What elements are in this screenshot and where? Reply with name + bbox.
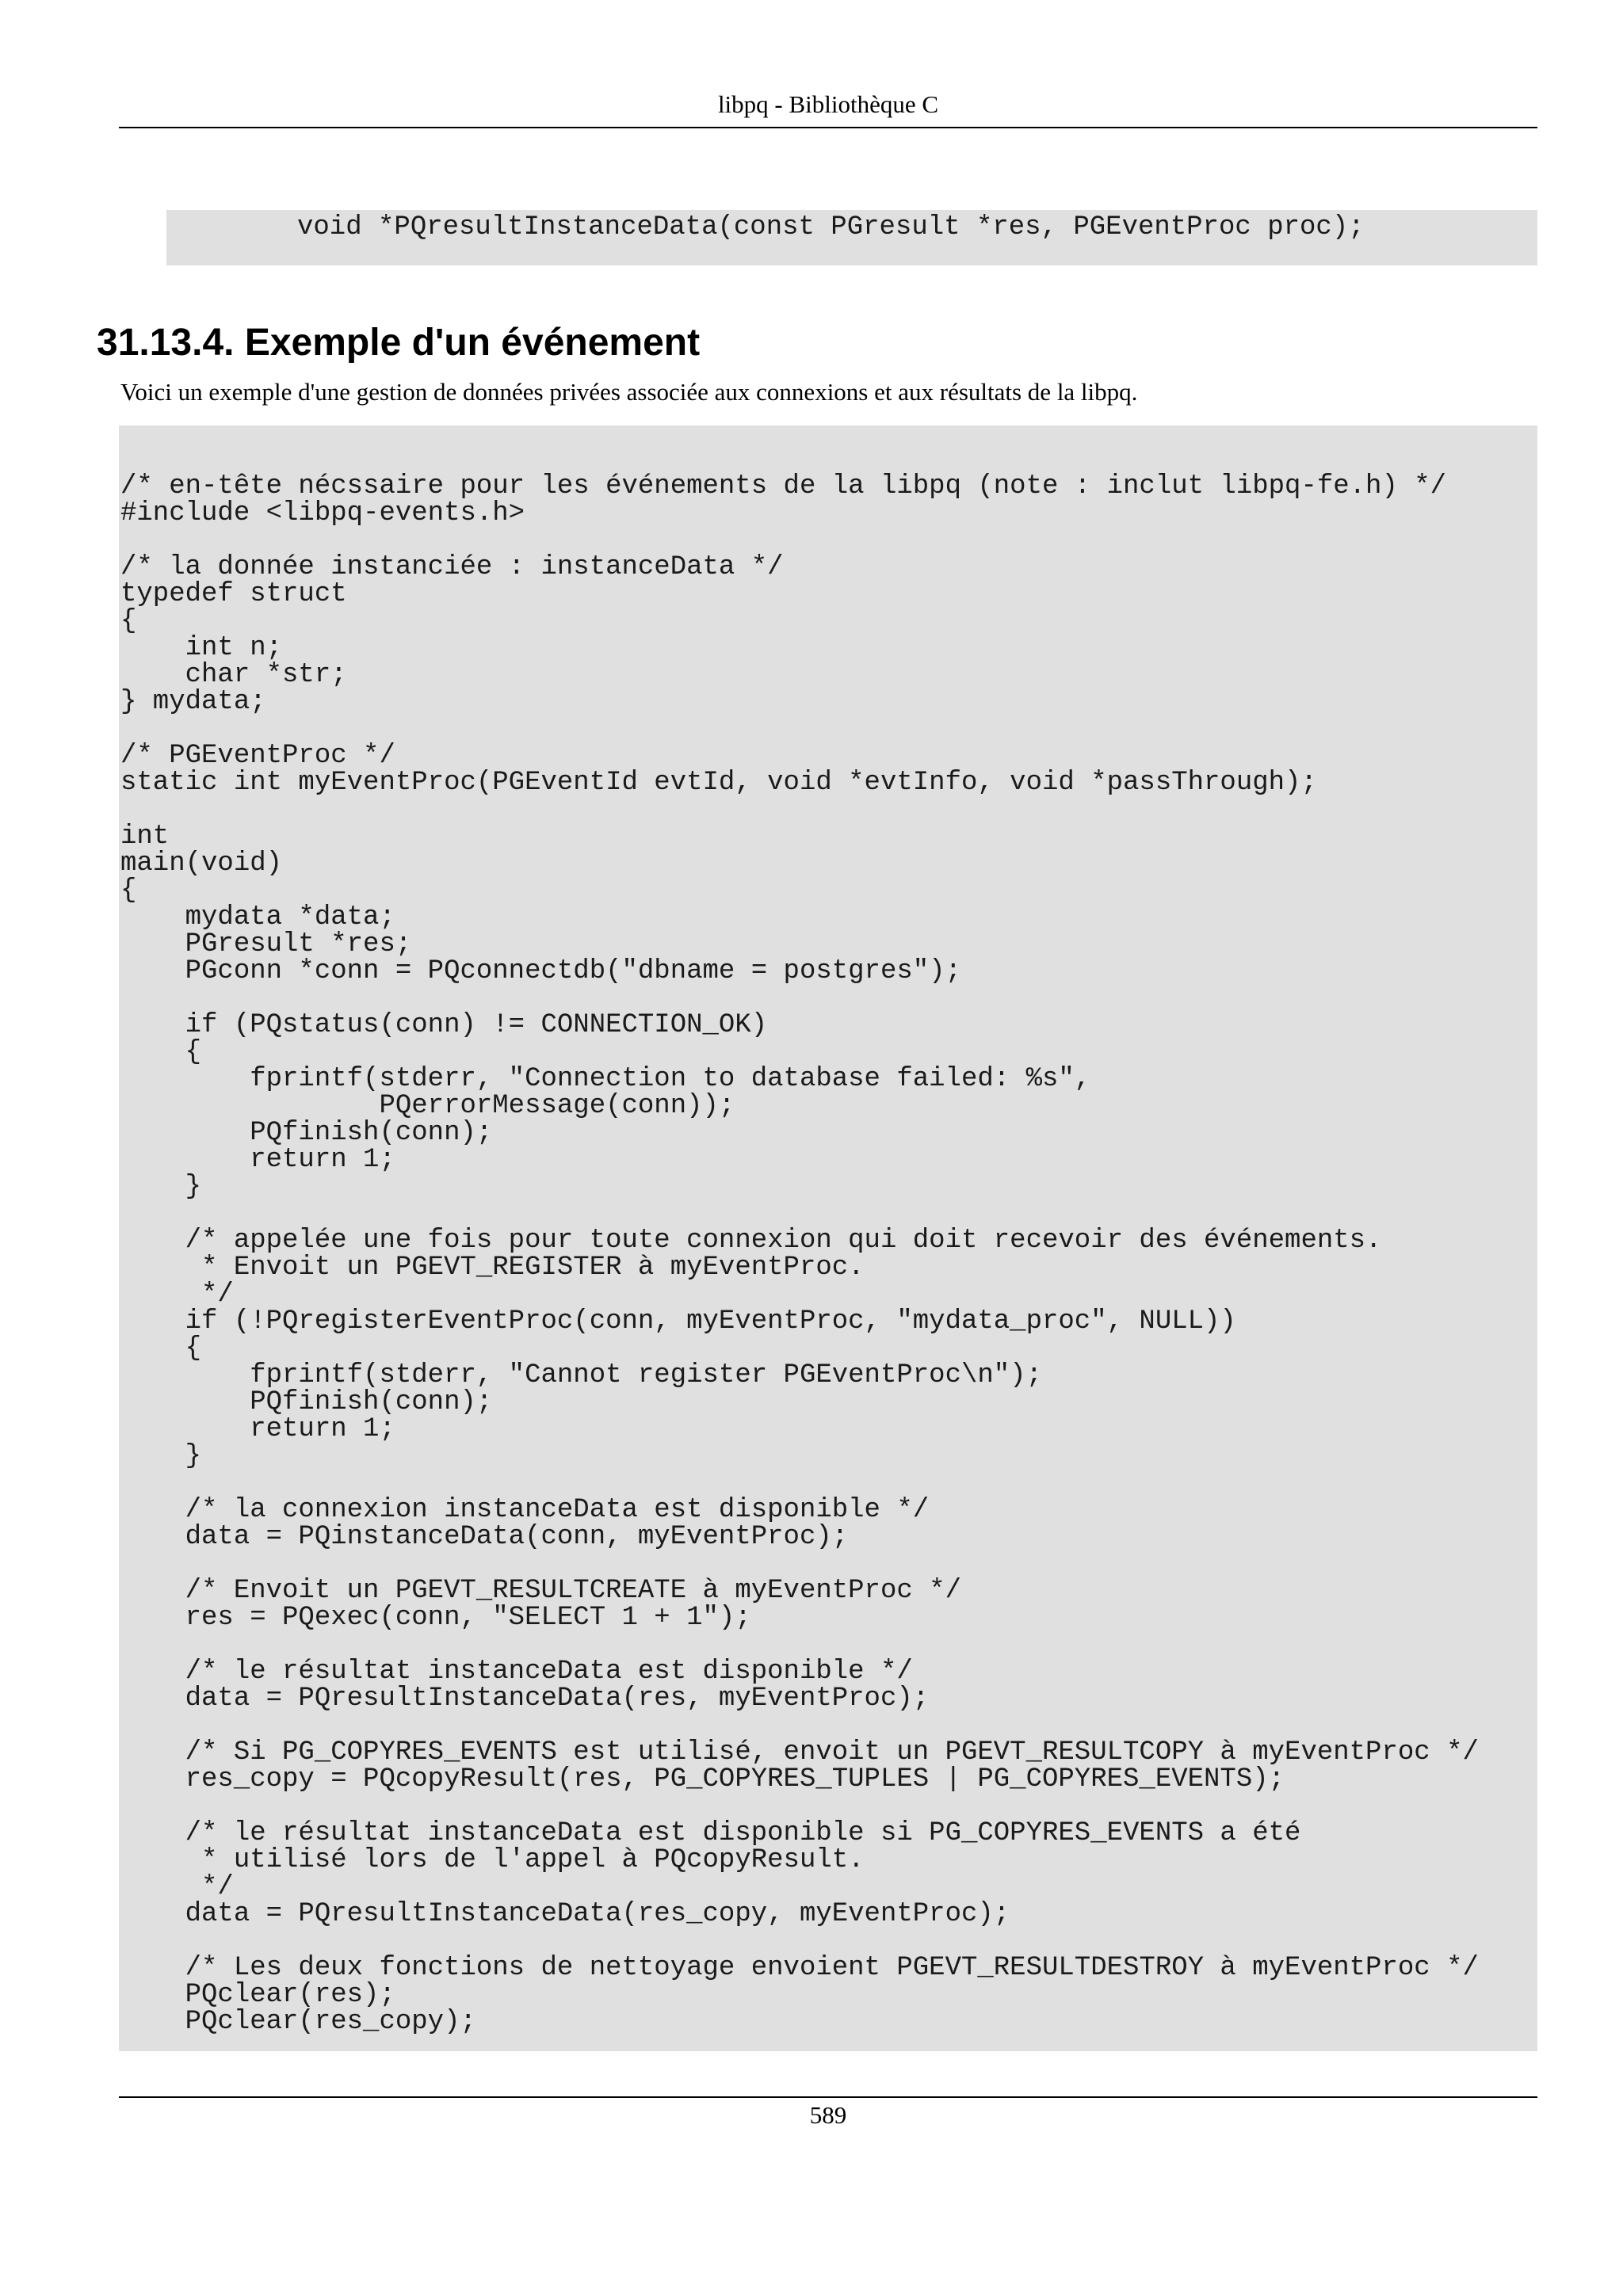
header-rule: [119, 127, 1537, 128]
section-intro: Voici un exemple d'une gestion de données privées associée aux connexions et aux résultats de la libpq.: [120, 378, 1138, 406]
example-code: /* en-tête nécssaire pour les événements de la libpq (note : inclut libpq-fe.h) */ #include <libpq-events.h> /* la donnée instanciée : instanceData */ typedef struct { int n; char *str; } mydata; /* PGEventProc */ static int myEventProc(PGEventId evtId, void *evtInfo, void *passThrough); int main(void) { mydata *data; PGresult *res; PGconn *conn = PQconnectdb("dbname = postgres"); if (PQstatus(conn) != CONNECTION_OK) { fprintf(stderr, "Connection to database failed: %s", PQerrorMessage(conn)); PQfinish(conn); return 1; } /* appelée une fois pour toute connexion qui doit recevoir des événements. * Envoit un PGEVT_REGISTER à myEventProc. */ if (!PQregisterEventProc(conn, myEventProc, "mydata_proc", NULL)) { fprintf(stderr, "Cannot register PGEventProc\n"); PQfinish(conn); return 1; } /* la connexion instanceData est disponible */ data = PQinstanceData(conn, myEventProc); /* Envoit un PGEVT_RESULTCREATE à myEventProc */ res = PQexec(conn, "SELECT 1 + 1"); /* le résultat instanceData est disponible */ data = PQresultInstanceData(res, myEventProc); /* Si PG_COPYRES_EVENTS est utilisé, envoit un PGEVT_RESULTCOPY à myEventProc */ res_copy = PQcopyResult(res, PG_COPYRES_TUPLES | PG_COPYRES_EVENTS); /* le résultat instanceData est disponible si PG_COPYRES_EVENTS a été * utilisé lors de l'appel à PQcopyResult. */ data = PQresultInstanceData(res_copy, myEventProc); /* Les deux fonctions de nettoyage envoient PGEVT_RESULTDESTROY à myEventProc */ PQclear(res); PQclear(res_copy);: [120, 471, 1479, 2037]
signature-code: void *PQresultInstanceData(const PGresult *res, PGEventProc proc);: [297, 212, 1365, 242]
page-number: 589: [809, 2101, 847, 2129]
example-code-block: [119, 425, 1537, 2051]
running-header: libpq - Bibliothèque C: [717, 90, 939, 118]
signature-code-block: [166, 210, 1537, 265]
section-title: 31.13.4. Exemple d'un événement: [97, 322, 701, 364]
